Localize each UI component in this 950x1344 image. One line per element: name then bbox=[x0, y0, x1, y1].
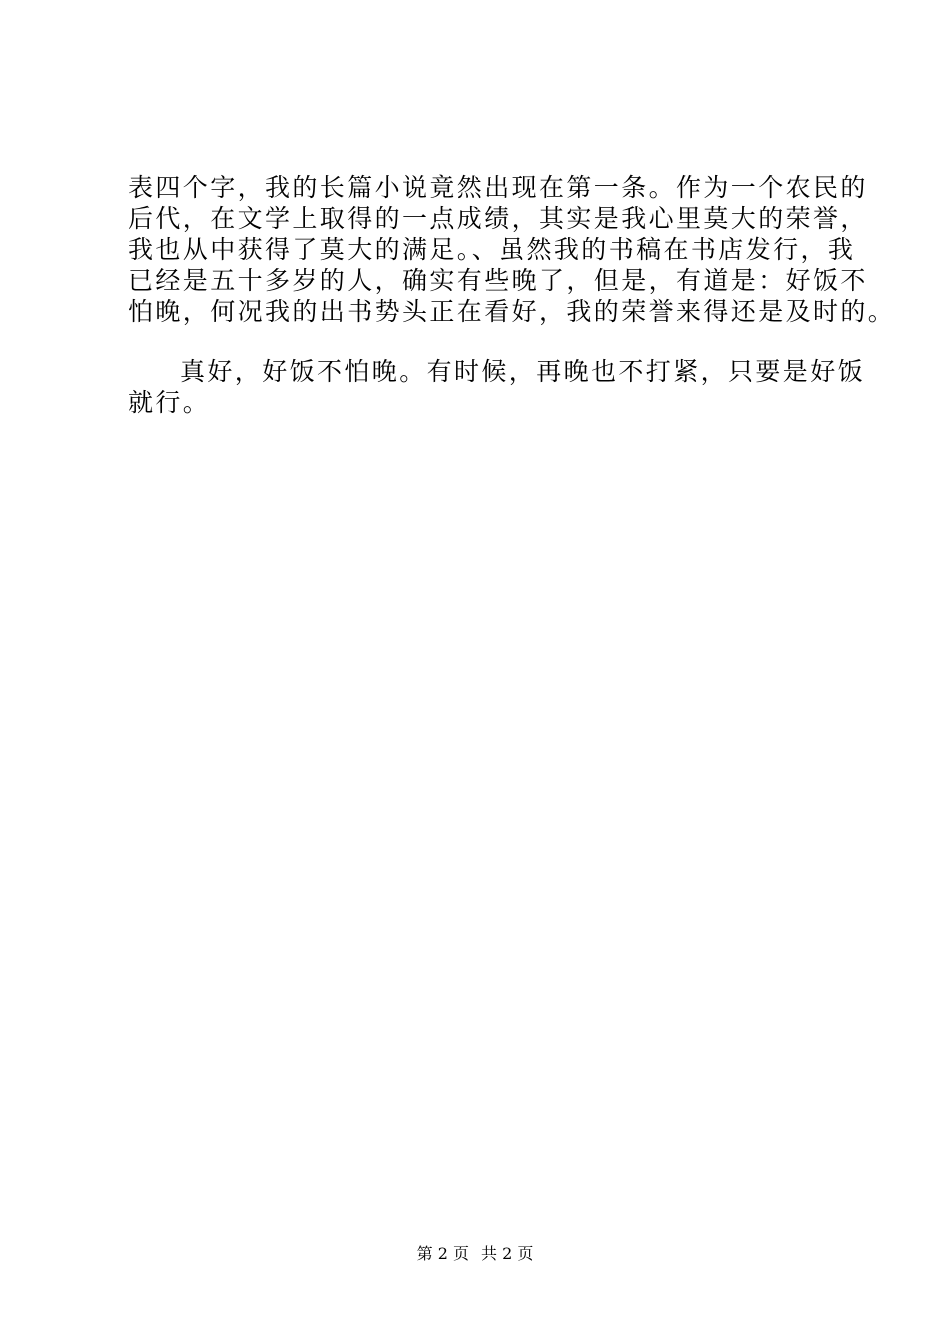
page-footer bbox=[0, 1244, 950, 1264]
text-line: 后代，在文学上取得的一点成绩，其实是我心里莫大的荣誉， bbox=[128, 204, 868, 233]
text-line: 表四个字，我的长篇小说竟然出现在第一条。作为一个农民的 bbox=[128, 173, 868, 202]
paragraph-1 bbox=[128, 172, 896, 327]
text-line: 就行。 bbox=[128, 388, 211, 417]
body-text bbox=[128, 172, 896, 418]
paragraph-2 bbox=[128, 356, 866, 418]
text-line: 怕晚，何况我的出书势头正在看好，我的荣誉来得还是及时的。 bbox=[128, 297, 896, 326]
text-line: 我也从中获得了莫大的满足。、虽然我的书稿在书店发行，我 bbox=[128, 235, 856, 264]
page-total: 共 2 页 bbox=[481, 1244, 534, 1263]
text-line: 已经是五十多岁的人，确实有些晚了，但是，有道是：好饭不 bbox=[128, 266, 868, 295]
text-line: 真好，好饭不怕晚。有时候，再晚也不打紧，只要是好饭 bbox=[180, 357, 866, 386]
page-number: 第 2 页 bbox=[416, 1244, 469, 1263]
paragraph-spacer bbox=[128, 327, 838, 356]
